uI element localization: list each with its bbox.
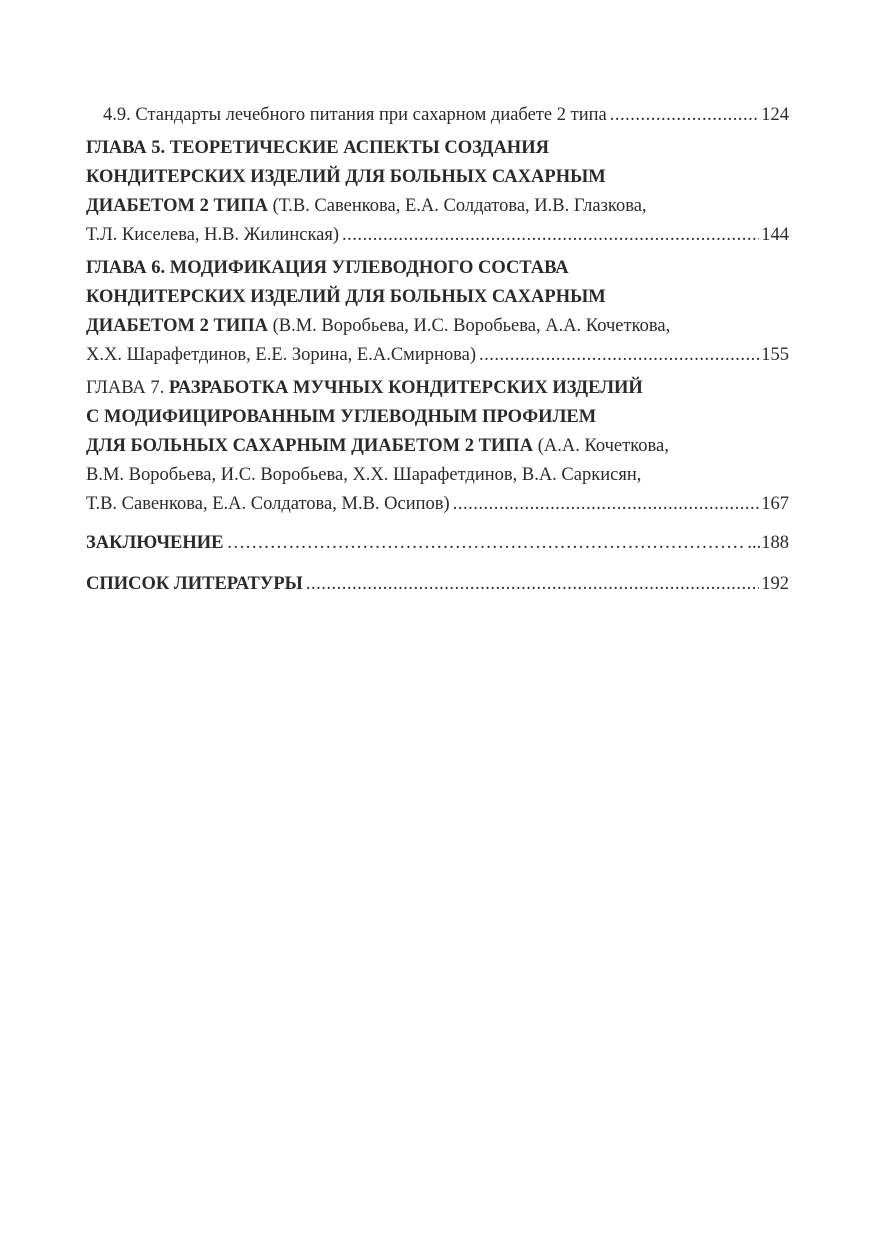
chapter-title-line — [86, 374, 789, 403]
toc-entry-conclusion[interactable] — [86, 529, 789, 558]
toc-entry-4-9[interactable] — [86, 101, 789, 130]
toc-entry-chapter-6[interactable] — [86, 254, 789, 370]
chapter-authors: Т.Л. Киселева, Н.В. Жилинская) — [86, 225, 340, 245]
chapter-title-bold: ДЛЯ БОЛЬНЫХ САХАРНЫМ ДИАБЕТОМ 2 ТИПА — [86, 436, 534, 456]
dot-leader — [479, 341, 759, 370]
chapter-title-line: КОНДИТЕРСКИХ ИЗДЕЛИЙ ДЛЯ БОЛЬНЫХ САХАРНЫМ — [86, 167, 606, 187]
chapter-title-line — [86, 432, 789, 461]
dot-leader — [342, 221, 759, 250]
dot-leader — [610, 101, 760, 130]
dot-leader — [227, 529, 746, 558]
toc-entry-chapter-7[interactable] — [86, 374, 789, 519]
chapter-authors: (Т.В. Савенкова, Е.А. Солдатова, И.В. Глазкова, — [272, 196, 647, 216]
toc-page-number: 167 — [761, 494, 789, 514]
chapter-title-line — [86, 192, 789, 221]
toc-entry-references[interactable] — [86, 570, 789, 599]
toc-page-number: 124 — [761, 105, 789, 125]
toc-page-number: ...188 — [747, 533, 789, 553]
chapter-title-bold: ДИАБЕТОМ 2 ТИПА — [86, 316, 268, 336]
chapter-title-line: ГЛАВА 5. ТЕОРЕТИЧЕСКИЕ АСПЕКТЫ СОЗДАНИЯ — [86, 138, 549, 158]
chapter-authors-line — [86, 341, 789, 370]
chapter-authors-line: В.М. Воробьева, И.С. Воробьева, Х.Х. Шарафетдинов, В.А. Саркисян, — [86, 465, 642, 485]
chapter-title-line: ГЛАВА 6. МОДИФИКАЦИЯ УГЛЕВОДНОГО СОСТАВА — [86, 258, 569, 278]
toc-entry-title: 4.9. Стандарты лечебного питания при сахарном диабете 2 типа — [103, 105, 607, 125]
toc-entry-title: ЗАКЛЮЧЕНИЕ — [86, 533, 224, 553]
chapter-title-line: КОНДИТЕРСКИХ ИЗДЕЛИЙ ДЛЯ БОЛЬНЫХ САХАРНЫМ — [86, 287, 606, 307]
chapter-title-bold: РАЗРАБОТКА МУЧНЫХ КОНДИТЕРСКИХ ИЗДЕЛИЙ — [168, 378, 643, 398]
chapter-authors-line — [86, 490, 789, 519]
table-of-contents — [86, 101, 789, 599]
chapter-title-line: С МОДИФИЦИРОВАННЫМ УГЛЕВОДНЫМ ПРОФИЛЕМ — [86, 407, 597, 427]
toc-entry-chapter-5[interactable] — [86, 134, 789, 250]
toc-page-number: 144 — [761, 225, 789, 245]
chapter-title-bold: ДИАБЕТОМ 2 ТИПА — [86, 196, 268, 216]
dot-leader — [453, 490, 760, 519]
dot-leader — [306, 570, 759, 599]
toc-entry-title: СПИСОК ЛИТЕРАТУРЫ — [86, 574, 303, 594]
chapter-title-line — [86, 312, 789, 341]
chapter-authors-line — [86, 221, 789, 250]
toc-page-number: 155 — [761, 345, 789, 365]
chapter-authors: (В.М. Воробьева, И.С. Воробьева, А.А. Кочеткова, — [272, 316, 671, 336]
chapter-number: ГЛАВА 7. — [86, 378, 165, 398]
chapter-authors: Х.Х. Шарафетдинов, Е.Е. Зорина, Е.А.Смирнова) — [86, 345, 477, 365]
toc-page-number: 192 — [761, 574, 789, 594]
chapter-authors: (А.А. Кочеткова, — [537, 436, 669, 456]
chapter-authors: Т.В. Савенкова, Е.А. Солдатова, М.В. Осипов) — [86, 494, 450, 514]
